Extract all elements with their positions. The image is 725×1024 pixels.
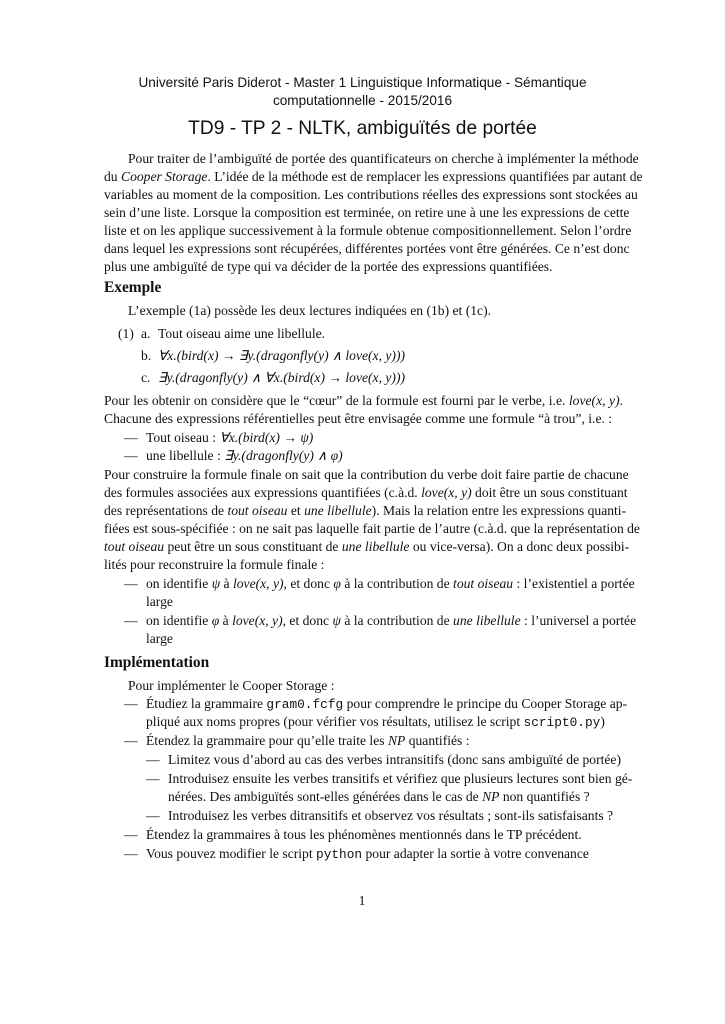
formula-hole-item: Tout oiseau : ∀x.(bird(x) → ψ) xyxy=(146,430,314,445)
subtask-item: Introduisez les verbes ditransitifs et observez vos résultats ; sont-ils satisfaisants ? xyxy=(168,808,614,823)
dash-bullet: — xyxy=(124,846,138,861)
section-heading-implementation: Implémentation xyxy=(104,654,210,671)
dash-bullet: — xyxy=(124,733,138,748)
dash-bullet: — xyxy=(124,448,138,463)
exemple-paragraph-line: des formules associées aux expressions quantifiées (c.à.d. love(x, y) doit être un sous constituant xyxy=(104,485,628,500)
exemple-paragraph-line: lités pour reconstruire la formule finale : xyxy=(104,557,325,572)
intro-line: sein d’une liste. Lorsque la composition est terminée, on retire une à une les expressions de cette xyxy=(104,205,630,220)
option-item-continuation: large xyxy=(146,631,173,646)
page-title: TD9 - TP 2 - NLTK, ambiguïtés de portée xyxy=(188,118,537,139)
task-item: Étendez la grammaires à tous les phénomènes mentionnés dans le TP précédent. xyxy=(146,827,582,842)
dash-bullet: — xyxy=(124,430,138,445)
task-item: Étudiez la grammaire gram0.fcfg pour comprendre le principe du Cooper Storage ap- xyxy=(146,696,628,712)
example-number: (1) xyxy=(118,326,134,341)
section-heading-exemple: Exemple xyxy=(104,279,162,296)
dash-bullet: — xyxy=(124,827,138,842)
grammar-filename: gram0.fcfg xyxy=(266,697,344,712)
dash-bullet: — xyxy=(146,808,160,823)
exemple-paragraph-line: Pour les obtenir on considère que le “cœur” de la formule est fourni par le verbe, i.e. love(x, y). xyxy=(104,393,623,408)
option-item: on identifie φ à love(x, y), et donc ψ à la contribution de une libellule : l’universel a portée xyxy=(146,613,637,628)
exemple-paragraph-line: des représentations de tout oiseau et une libellule). Mais la relation entre les expressions quanti- xyxy=(104,503,627,518)
task-item: Vous pouvez modifier le script python pour adapter la sortie à votre convenance xyxy=(146,846,589,862)
dash-bullet: — xyxy=(146,771,160,786)
example-a-sentence: Tout oiseau aime une libellule. xyxy=(158,326,326,341)
dash-bullet: — xyxy=(146,752,160,767)
task-item: Étendez la grammaire pour qu’elle traite les NP quantifiés : xyxy=(146,733,470,748)
exemple-paragraph-line: fiées est sous-spécifiée : on ne sait pas laquelle fait partie de l’autre (c.à.d. que la représentation de xyxy=(104,521,640,536)
example-c-formula: ∃y.(dragonfly(y) ∧ ∀x.(bird(x) → love(x, y))) xyxy=(158,370,405,385)
intro-line: variables au moment de la composition. Les contributions réelles des expressions sont stockées au xyxy=(104,187,638,202)
dash-bullet: — xyxy=(124,696,138,711)
course-header-line2: computationnelle - 2015/2016 xyxy=(272,93,453,108)
formula-hole-item: une libellule : ∃y.(dragonfly(y) ∧ φ) xyxy=(146,448,343,463)
page-number: 1 xyxy=(358,893,366,908)
example-c-label: c. xyxy=(141,370,151,385)
intro-line: Pour traiter de l’ambiguïté de portée des quantificateurs on cherche à implémenter la méthode xyxy=(128,151,639,166)
subtask-item-continuation: nérées. Des ambiguïtés sont-elles générées dans le cas de NP non quantifiés ? xyxy=(168,789,590,804)
subtask-item: Introduisez ensuite les verbes transitifs et vérifiez que plusieurs lectures sont bien gé- xyxy=(168,771,633,786)
example-b-formula: ∀x.(bird(x) → ∃y.(dragonfly(y) ∧ love(x, y))) xyxy=(158,348,405,363)
option-item: on identifie ψ à love(x, y), et donc φ à la contribution de tout oiseau : l’existentiel a portée xyxy=(146,576,635,591)
subtask-item: Limitez vous d’abord au cas des verbes intransitifs (donc sans ambiguïté de portée) xyxy=(168,752,621,767)
course-header-line1: Université Paris Diderot - Master 1 Linguistique Informatique - Sémantique xyxy=(138,75,587,90)
exemple-paragraph-line: Chacune des expressions référentielles peut être envisagée comme une formule “à trou”, i.e. : xyxy=(104,411,613,426)
intro-line: du Cooper Storage. L’idée de la méthode est de remplacer les expressions quantifiées par autant de xyxy=(104,169,643,184)
intro-line: liste et on les applique successivement à la formule obtenue compositionnellement. Selon l’ordre xyxy=(104,223,632,238)
example-b-label: b. xyxy=(141,348,152,363)
intro-line: plus une ambiguïté de type qui va décider de la portée des expressions quantifiées. xyxy=(104,259,553,274)
task-item-continuation: pliqué aux noms propres (pour vérifier vos résultats, utilisez le script script0.py) xyxy=(146,714,605,730)
exemple-paragraph-line: Pour construire la formule finale on sait que la contribution du verbe doit faire partie de chacune xyxy=(104,467,629,482)
dash-bullet: — xyxy=(124,613,138,628)
option-item-continuation: large xyxy=(146,594,173,609)
dash-bullet: — xyxy=(124,576,138,591)
example-a-label: a. xyxy=(141,326,151,341)
implementation-lead: Pour implémenter le Cooper Storage : xyxy=(128,678,335,693)
example-lead: L’exemple (1a) possède les deux lectures indiquées en (1b) et (1c). xyxy=(128,303,491,318)
intro-line: dans lequel les expressions sont récupérées, différentes portées vont être générées. Ce n’est donc xyxy=(104,241,630,256)
script-filename: script0.py xyxy=(523,715,601,730)
cooper-storage-term: Cooper Storage xyxy=(121,169,208,184)
exemple-paragraph-line: tout oiseau peut être un sous constituant de une libellule ou vice-versa). On a donc deux possibi- xyxy=(104,539,630,554)
